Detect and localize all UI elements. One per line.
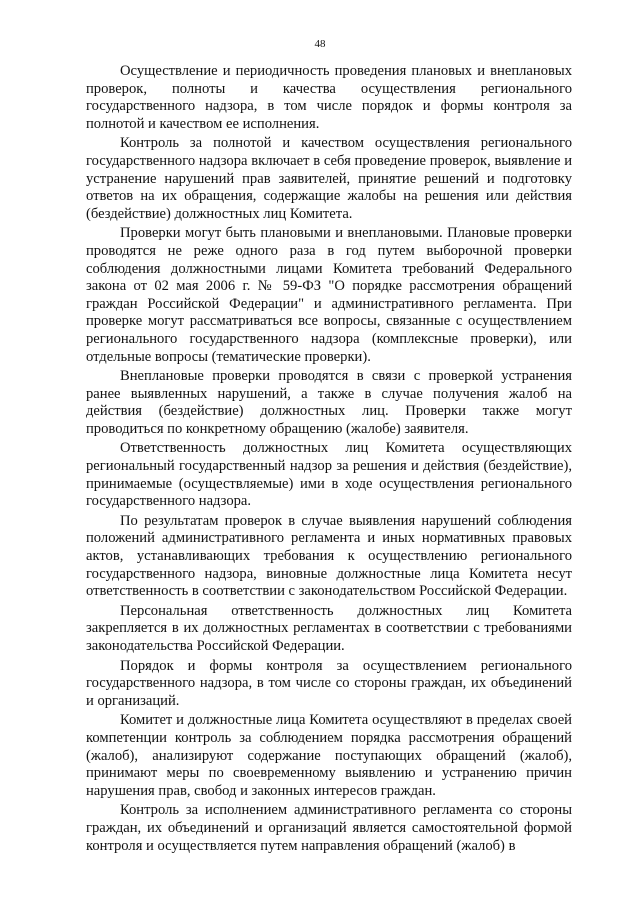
paragraph-inspection-schedule: Осуществление и периодичность проведения плановых и внеплановых проверок, полноты и качества осуществления регионального государственного надзора, в том числе порядок и формы контроля за полнотой и качеством ее исполнения. (86, 63, 572, 132)
paragraph-citizen-control: Контроль за исполнением административного регламента со стороны граждан, их объединений и организаций является самостоятельной формой контроля и осуществляется путем направления обращений (жалоб) в (86, 802, 572, 854)
paragraph-officials-responsibility: Ответственность должностных лиц Комитета осуществляющих региональный государственный надзор за решения и действия (бездействие), принимаемые (осуществляемые) ими в ходе осуществления регионального государственного надзора. (86, 440, 572, 510)
page-number: 48 (314, 38, 326, 50)
document-body (86, 63, 572, 857)
paragraph-control-scope: Контроль за полнотой и качеством осуществления регионального государственного надзора включает в себя проведение проверок, выявление и устранение нарушений прав заявителей, принятие решений и подготовку ответов на их обращения, содержащие жалобы на решения или действия (бездействие) должностных лиц Комитета. (86, 135, 572, 222)
paragraph-inspection-results: По результатам проверок в случае выявления нарушений соблюдения положений административного регламента и иных нормативных правовых актов, устанавливающих требования к осуществлению регионального государственного надзора, виновные должностные лица Комитета несут ответственность в соответствии с законодательством Российской Федерации. (86, 512, 572, 600)
paragraph-committee-competence: Комитет и должностные лица Комитета осуществляют в пределах своей компетенции контроль за соблюдением порядка рассмотрения обращений (жалоб), анализируют содержание поступающих обращений (жалоб), принимают меры по своевременному выявлению и устранению причин нарушения прав, свобод и законных интересов граждан. (86, 712, 572, 799)
paragraph-public-control-forms: Порядок и формы контроля за осуществлением регионального государственного надзора, в том числе со стороны граждан, их объединений и организаций. (86, 657, 572, 709)
paragraph-planned-inspections: Проверки могут быть плановыми и внеплановыми. Плановые проверки проводятся не реже одного раза в год путем выборочной проверки соблюдения должностными лицами Комитета требований Федерального закона от 02 мая 2006 г. № 59-ФЗ "О порядке рассмотрения обращений граждан Российской Федерации" и административного регламента. При проверке могут рассматриваться все вопросы, связанные с осуществлением регионального государственного надзора (комплексные проверки), или отдельные вопросы (тематические проверки). (86, 225, 572, 365)
paragraph-personal-responsibility: Персональная ответственность должностных лиц Комитета закрепляется в их должностных регламентах в соответствии с требованиями законодательства Российской Федерации. (86, 602, 572, 654)
paragraph-unplanned-inspections: Внеплановые проверки проводятся в связи с проверкой устранения ранее выявленных нарушений, а также в случае получения жалоб на действия (бездействие) должностных лиц. Проверки также могут проводиться по конкретному обращению (жалобе) заявителя. (86, 368, 572, 437)
